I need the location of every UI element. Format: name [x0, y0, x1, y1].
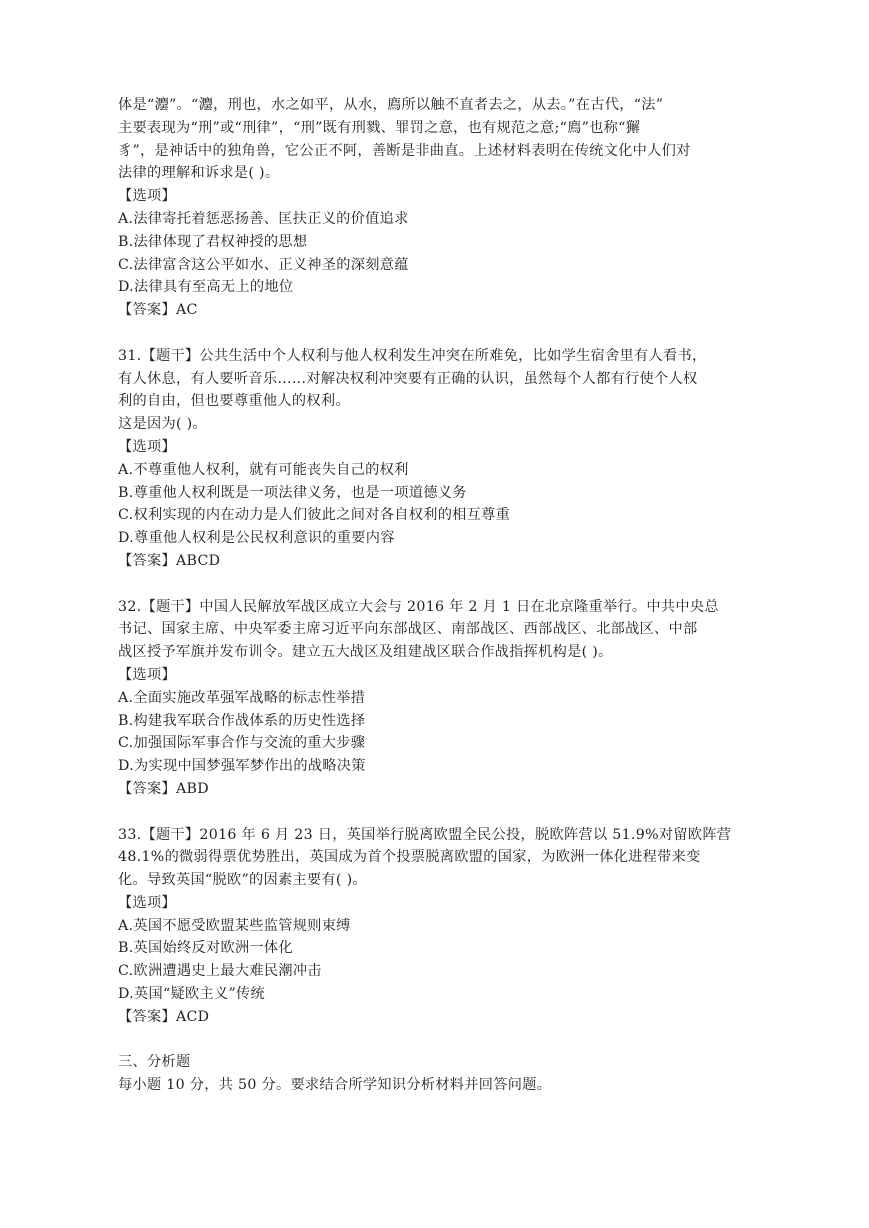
stem-line: 48.1%的微弱得票优势胜出，英国成为首个投票脱离欧盟的国家，为欧洲一体化进程带来变 [118, 849, 701, 866]
option-b: B.英国始终反对欧洲一体化 [118, 940, 293, 957]
stem-line: 这是因为( )。 [118, 416, 207, 433]
answer-line: 【答案】ABD [118, 780, 209, 797]
option-c: C.欧洲遭遇史上最大难民潮冲击 [118, 963, 322, 980]
stem-line: 体是“灋”。“灋，刑也，水之如平，从水，廌所以触不直者去之，从去。”在古代，“法” [118, 97, 664, 113]
option-c: C.加强国际军事合作与交流的重大步骤 [118, 735, 366, 752]
option-c: C.法律富含这公平如水、正义神圣的深刻意蕴 [118, 256, 409, 273]
option-c: C.权利实现的内在动力是人们彼此之间对各自权利的相互尊重 [118, 507, 511, 524]
question-32 [118, 596, 758, 801]
spacer [118, 1029, 758, 1052]
option-a: A.英国不愿受欧盟某些监管规则束缚 [118, 917, 351, 934]
stem-line: 战区授予军旗并发布训令。建立五大战区及组建战区联合作战指挥机构是( )。 [118, 644, 613, 661]
spacer [118, 322, 758, 345]
stem-line: 33.【题干】2016 年 6 月 23 日，英国举行脱离欧盟全民公投，脱欧阵营以 51.9%对留欧阵营 [118, 826, 732, 843]
section-description: 每小题 10 分，共 50 分。要求结合所学知识分析材料并回答问题。 [118, 1077, 552, 1094]
stem-line: 31.【题干】公共生活中个人权利与他人权利发生冲突在所难免，比如学生宿舍里有人看书， [118, 347, 707, 364]
options-label: 【选项】 [118, 894, 176, 911]
stem-line: 有人休息，有人要听音乐……对解决权利冲突要有正确的认识，虽然每个人都有行使个人权 [118, 370, 698, 387]
option-a: A.法律寄托着惩恶扬善、匡扶正义的价值追求 [118, 210, 409, 227]
option-a: A.不尊重他人权利，就有可能丧失自己的权利 [118, 461, 409, 478]
document-page [118, 94, 758, 1097]
options-label: 【选项】 [118, 438, 176, 455]
stem-line: 书记、国家主席、中央军委主席习近平向东部战区、南部战区、西部战区、北部战区、中部 [118, 621, 698, 638]
stem-line: 法律的理解和诉求是( )。 [118, 165, 280, 182]
question-31 [118, 345, 758, 573]
option-b: B.尊重他人权利既是一项法律义务，也是一项道德义务 [118, 484, 467, 501]
spacer [118, 801, 758, 824]
stem-line: 豸”，是神话中的独角兽，它公正不阿，善断是非曲直。上述材料表明在传统文化中人们对 [118, 142, 691, 159]
stem-line: 化。导致英国“脱欧”的因素主要有( )。 [118, 872, 367, 889]
question-33 [118, 824, 758, 1029]
answer-line: 【答案】ABCD [118, 552, 221, 569]
question-30-continuation [118, 94, 758, 322]
option-a: A.全面实施改革强军战略的标志性举措 [118, 689, 366, 706]
options-label: 【选项】 [118, 666, 176, 683]
option-d: D.法律具有至高无上的地位 [118, 279, 294, 296]
option-b: B.构建我军联合作战体系的历史性选择 [118, 712, 366, 729]
answer-line: 【答案】AC [118, 302, 198, 319]
stem-line: 利的自由，但也要尊重他人的权利。 [118, 393, 350, 410]
option-b: B.法律体现了君权神授的思想 [118, 233, 308, 250]
option-d: D.尊重他人权利是公民权利意识的重要内容 [118, 530, 395, 547]
stem-line: 32.【题干】中国人民解放军战区成立大会与 2016 年 2 月 1 日在北京隆重举行。中共中央总 [118, 598, 719, 615]
answer-line: 【答案】ACD [118, 1008, 210, 1025]
section-analysis [118, 1051, 758, 1097]
option-d: D.为实现中国梦强军梦作出的战略决策 [118, 758, 366, 775]
spacer [118, 573, 758, 596]
stem-line: 主要表现为“刑”或“刑律”，“刑”既有刑戮、罪罚之意，也有规范之意;“廌”也称“獬 [118, 119, 641, 136]
section-title: 三、分析题 [118, 1054, 191, 1071]
options-label: 【选项】 [118, 188, 176, 205]
option-d: D.英国“疑欧主义”传统 [118, 986, 265, 1003]
